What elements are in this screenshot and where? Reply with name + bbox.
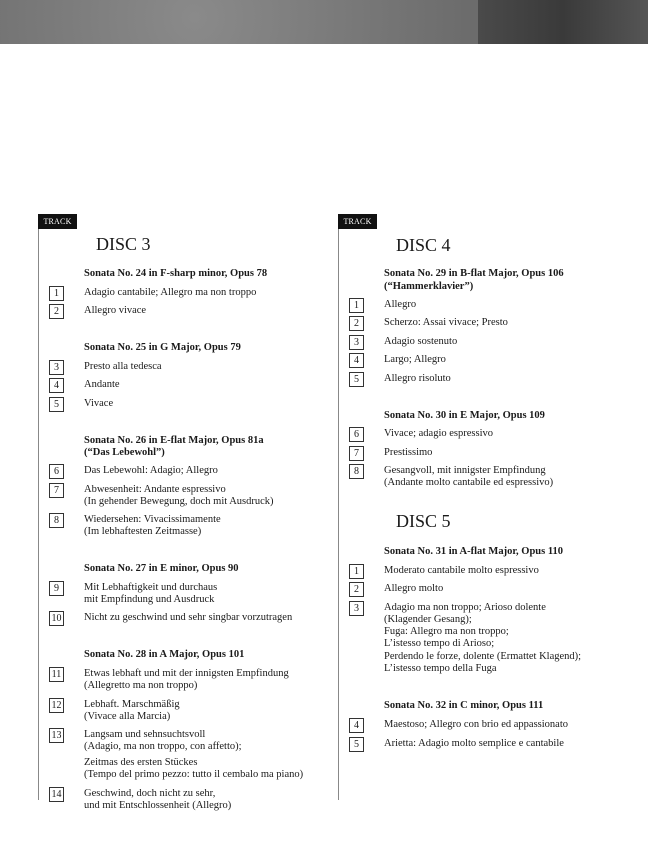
track-number: 12 bbox=[49, 698, 64, 713]
track-number: 2 bbox=[349, 582, 364, 597]
track-number: 6 bbox=[49, 464, 64, 479]
sonata-title: (“Hammerklavier”) bbox=[384, 281, 474, 292]
track-title: (Tempo del primo pezzo: tutto il cembalo ma piano) bbox=[84, 769, 304, 780]
track-title: Wiedersehen: Vivacissimamente bbox=[84, 514, 221, 525]
track-number: 1 bbox=[349, 298, 364, 313]
track-title: Lebhaft. Marschmäßig bbox=[84, 699, 180, 710]
track-title: (Im lebhaftesten Zeitmasse) bbox=[84, 526, 202, 537]
track-title: L’istesso tempo di Arioso; bbox=[384, 638, 495, 649]
track-number: 3 bbox=[49, 360, 64, 375]
track-title: Allegro bbox=[384, 299, 417, 310]
track-title: Prestissimo bbox=[384, 447, 433, 458]
track-title: (Adagio, ma non troppo, con affetto); bbox=[84, 741, 242, 752]
track-number: 8 bbox=[349, 464, 364, 479]
track-number: 7 bbox=[349, 446, 364, 461]
track-title: Adagio ma non troppo; Arioso dolente bbox=[384, 602, 546, 613]
sonata-title: Sonata No. 25 in G Major, Opus 79 bbox=[84, 342, 241, 353]
track-title: Geschwind, doch nicht zu sehr, bbox=[84, 788, 216, 799]
track-label: TRACK bbox=[338, 214, 377, 229]
track-title: Scherzo: Assai vivace; Presto bbox=[384, 317, 508, 328]
column-rule bbox=[338, 228, 339, 800]
track-number: 14 bbox=[49, 787, 64, 802]
track-number: 5 bbox=[349, 372, 364, 387]
track-title: Largo; Allegro bbox=[384, 354, 446, 365]
sonata-title: Sonata No. 32 in C minor, Opus 111 bbox=[384, 700, 544, 711]
track-number: 2 bbox=[349, 316, 364, 331]
sonata-title: Sonata No. 26 in E-flat Major, Opus 81a bbox=[84, 435, 264, 446]
track-title: Das Lebewohl: Adagio; Allegro bbox=[84, 465, 218, 476]
track-title: Presto alla tedesca bbox=[84, 361, 162, 372]
track-number: 4 bbox=[49, 378, 64, 393]
track-number: 3 bbox=[349, 335, 364, 350]
track-title: L’istesso tempo della Fuga bbox=[384, 663, 497, 674]
track-number: 11 bbox=[49, 667, 64, 682]
disc-title: DISC 3 bbox=[96, 234, 151, 254]
sonata-title: Sonata No. 30 in E Major, Opus 109 bbox=[384, 410, 545, 421]
column-rule bbox=[38, 228, 39, 800]
disc-title: DISC 5 bbox=[396, 511, 451, 531]
track-title: Mit Lebhaftigkeit und durchaus bbox=[84, 582, 218, 593]
track-title: (Klagender Gesang); bbox=[384, 614, 472, 625]
track-number: 7 bbox=[49, 483, 64, 498]
sonata-title: Sonata No. 29 in B-flat Major, Opus 106 bbox=[384, 268, 564, 279]
disc-title: DISC 4 bbox=[396, 235, 451, 255]
track-title: Allegro molto bbox=[384, 583, 444, 594]
track-title: Nicht zu geschwind und sehr singbar vorzutragen bbox=[84, 612, 293, 623]
track-number: 4 bbox=[349, 718, 364, 733]
track-label: TRACK bbox=[38, 214, 77, 229]
track-title: Arietta: Adagio molto semplice e cantabile bbox=[384, 738, 564, 749]
track-title: Langsam und sehnsuchtsvoll bbox=[84, 729, 206, 740]
track-number: 10 bbox=[49, 611, 64, 626]
sonata-title: (“Das Lebewohl”) bbox=[84, 447, 165, 458]
track-number: 5 bbox=[49, 397, 64, 412]
track-title: Perdendo le forze, dolente (Ermattet Klagend); bbox=[384, 651, 582, 662]
sonata-title: Sonata No. 28 in A Major, Opus 101 bbox=[84, 649, 245, 660]
track-number: 8 bbox=[49, 513, 64, 528]
sonata-title: Sonata No. 24 in F-sharp minor, Opus 78 bbox=[84, 268, 268, 279]
track-title: Vivace; adagio espressivo bbox=[384, 428, 493, 439]
track-title: (Vivace alla Marcia) bbox=[84, 711, 171, 722]
track-title: Zeitmas des ersten Stückes bbox=[84, 757, 198, 768]
header-dark-panel bbox=[478, 0, 648, 44]
track-number: 13 bbox=[49, 728, 64, 743]
track-title: Fuga: Allegro ma non troppo; bbox=[384, 626, 509, 637]
track-number: 5 bbox=[349, 737, 364, 752]
track-title: mit Empfindung und Ausdruck bbox=[84, 594, 215, 605]
track-title: Abwesenheit: Andante espressivo bbox=[84, 484, 226, 495]
track-title: Adagio cantabile; Allegro ma non troppo bbox=[84, 287, 257, 298]
sonata-title: Sonata No. 27 in E minor, Opus 90 bbox=[84, 563, 239, 574]
track-title: Gesangvoll, mit innigster Empfindung bbox=[384, 465, 546, 476]
track-title: Adagio sostenuto bbox=[384, 336, 458, 347]
track-title: Maestoso; Allegro con brio ed appassionato bbox=[384, 719, 569, 730]
track-title: Vivace bbox=[84, 398, 114, 409]
sonata-title: Sonata No. 31 in A-flat Major, Opus 110 bbox=[384, 546, 564, 557]
track-title: Allegro vivace bbox=[84, 305, 147, 316]
track-number: 9 bbox=[49, 581, 64, 596]
track-number: 4 bbox=[349, 353, 364, 368]
track-title: Etwas lebhaft und mit der innigsten Empfindung bbox=[84, 668, 289, 679]
track-number: 2 bbox=[49, 304, 64, 319]
track-title: und mit Entschlossenheit (Allegro) bbox=[84, 800, 232, 811]
track-number: 1 bbox=[349, 564, 364, 579]
track-title: Andante bbox=[84, 379, 120, 390]
track-title: (Andante molto cantabile ed espressivo) bbox=[384, 477, 554, 488]
track-number: 1 bbox=[49, 286, 64, 301]
track-number: 6 bbox=[349, 427, 364, 442]
track-title: (Allegretto ma non troppo) bbox=[84, 680, 198, 691]
track-title: Allegro risoluto bbox=[384, 373, 451, 384]
track-title: (In gehender Bewegung, doch mit Ausdruck) bbox=[84, 496, 274, 507]
track-number: 3 bbox=[349, 601, 364, 616]
track-title: Moderato cantabile molto espressivo bbox=[384, 565, 539, 576]
